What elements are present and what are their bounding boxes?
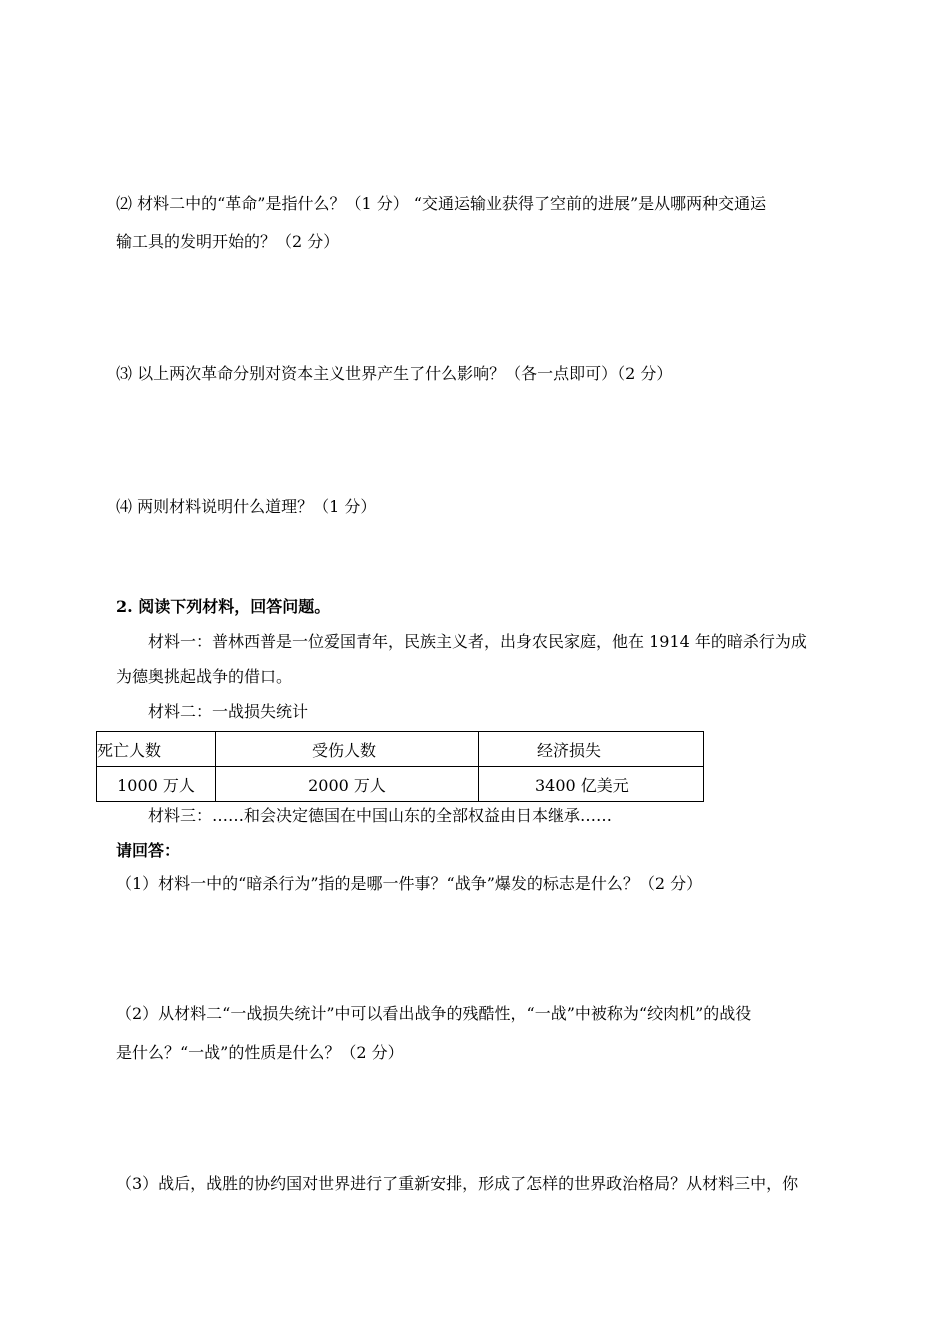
cell-wounded: 2000 万人 [215,767,478,802]
table-header-row [97,732,704,767]
war-loss-table [96,731,704,802]
answer-prompt: 请回答： [116,841,181,860]
header-wounded: 受伤人数 [215,732,478,767]
question-2-2-line-2: 是什么？“一战”的性质是什么？（2 分） [116,1043,404,1062]
cell-deaths: 1000 万人 [97,767,216,802]
header-deaths: 死亡人数 [97,732,216,767]
question-2-3-line-1: （3）战后，战胜的协约国对世界进行了重新安排，形成了怎样的世界政治格局？从材料三中，你 [116,1174,799,1193]
question-1-4: ⑷ 两则材料说明什么道理？（1 分） [116,497,377,516]
question-2-heading: 2. 阅读下列材料，回答问题。 [116,597,331,616]
material-1-line-2: 为德奥挑起战争的借口。 [116,667,293,686]
material-3: 材料三：……和会决定德国在中国山东的全部权益由日本继承…… [148,806,613,825]
cell-economic-loss: 3400 亿美元 [478,767,703,802]
table-row [97,767,704,802]
question-1-3: ⑶ 以上两次革命分别对资本主义世界产生了什么影响？（各一点即可）（2 分） [116,364,673,383]
question-2-1: （1）材料一中的“暗杀行为”指的是哪一件事？“战争”爆发的标志是什么？（2 分） [116,874,703,893]
question-1-2-line-2: 输工具的发明开始的？（2 分） [116,232,340,251]
header-economic-loss: 经济损失 [478,732,703,767]
material-2-title: 材料二：一战损失统计 [148,702,309,721]
material-1-line-1: 材料一：普林西普是一位爱国青年，民族主义者，出身农民家庭，他在 1914 年的暗杀行为成 [148,632,807,651]
question-1-2-line-1: ⑵ 材料二中的“革命”是指什么？（1 分） “交通运输业获得了空前的进展”是从哪两种交通运 [116,194,767,213]
question-2-2-line-1: （2）从材料二“一战损失统计”中可以看出战争的残酷性，“一战”中被称为“绞肉机”的战役 [116,1004,752,1023]
